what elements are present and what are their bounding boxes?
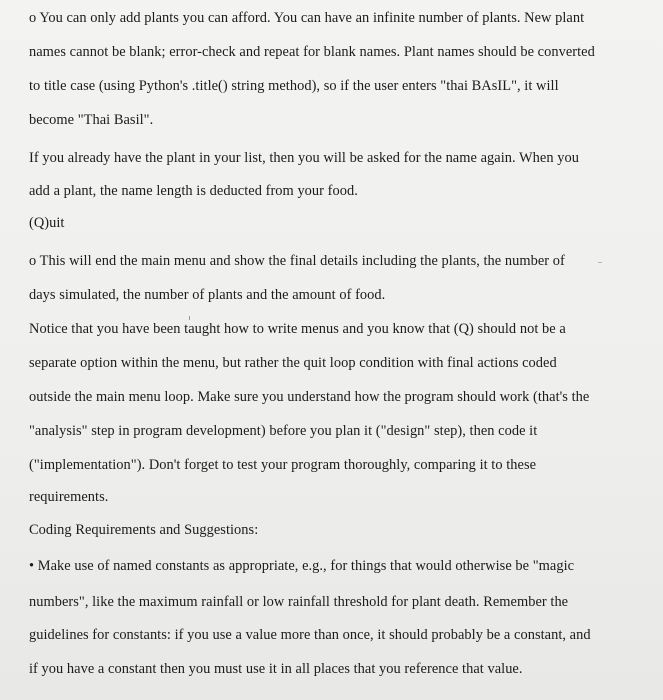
text-line-8: o This will end the main menu and show the final details including the plants, the number of bbox=[29, 253, 565, 269]
text-line-10: Notice that you have been taught how to write menus and you know that (Q) should not be a bbox=[29, 321, 566, 337]
text-line-7: (Q)uit bbox=[29, 215, 65, 231]
text-line-15: requirements. bbox=[29, 489, 109, 505]
text-line-20: if you have a constant then you must use it in all places that you reference that value. bbox=[29, 661, 523, 677]
text-line-5: If you already have the plant in your list, then you will be asked for the name again. When you bbox=[29, 150, 579, 166]
text-line-9: days simulated, the number of plants and the amount of food. bbox=[29, 287, 386, 303]
cursor-mark bbox=[189, 316, 190, 320]
stray-mark bbox=[598, 262, 602, 263]
text-line-6: add a plant, the name length is deducted from your food. bbox=[29, 183, 358, 199]
text-line-12: outside the main menu loop. Make sure you understand how the program should work (that's the bbox=[29, 389, 590, 405]
text-line-14: ("implementation"). Don't forget to test your program thoroughly, comparing it to these bbox=[29, 457, 537, 473]
text-line-3: to title case (using Python's .title() string method), so if the user enters "thai BAsIL", it will bbox=[29, 78, 559, 94]
text-line-18: numbers", like the maximum rainfall or low rainfall threshold for plant death. Remember the bbox=[29, 594, 569, 610]
text-line-17: • Make use of named constants as appropriate, e.g., for things that would otherwise be "magic bbox=[29, 558, 575, 574]
text-line-4: become "Thai Basil". bbox=[29, 112, 154, 128]
text-line-1: o You can only add plants you can afford. You can have an infinite number of plants. New plant bbox=[29, 10, 585, 26]
text-line-16: Coding Requirements and Suggestions: bbox=[29, 522, 259, 538]
text-line-19: guidelines for constants: if you use a value more than once, it should probably be a constant, and bbox=[29, 627, 591, 643]
text-line-11: separate option within the menu, but rather the quit loop condition with final actions coded bbox=[29, 355, 557, 371]
text-line-13: "analysis" step in program development) before you plan it ("design" step), then code it bbox=[29, 423, 538, 439]
text-line-2: names cannot be blank; error-check and repeat for blank names. Plant names should be converted bbox=[29, 44, 595, 60]
